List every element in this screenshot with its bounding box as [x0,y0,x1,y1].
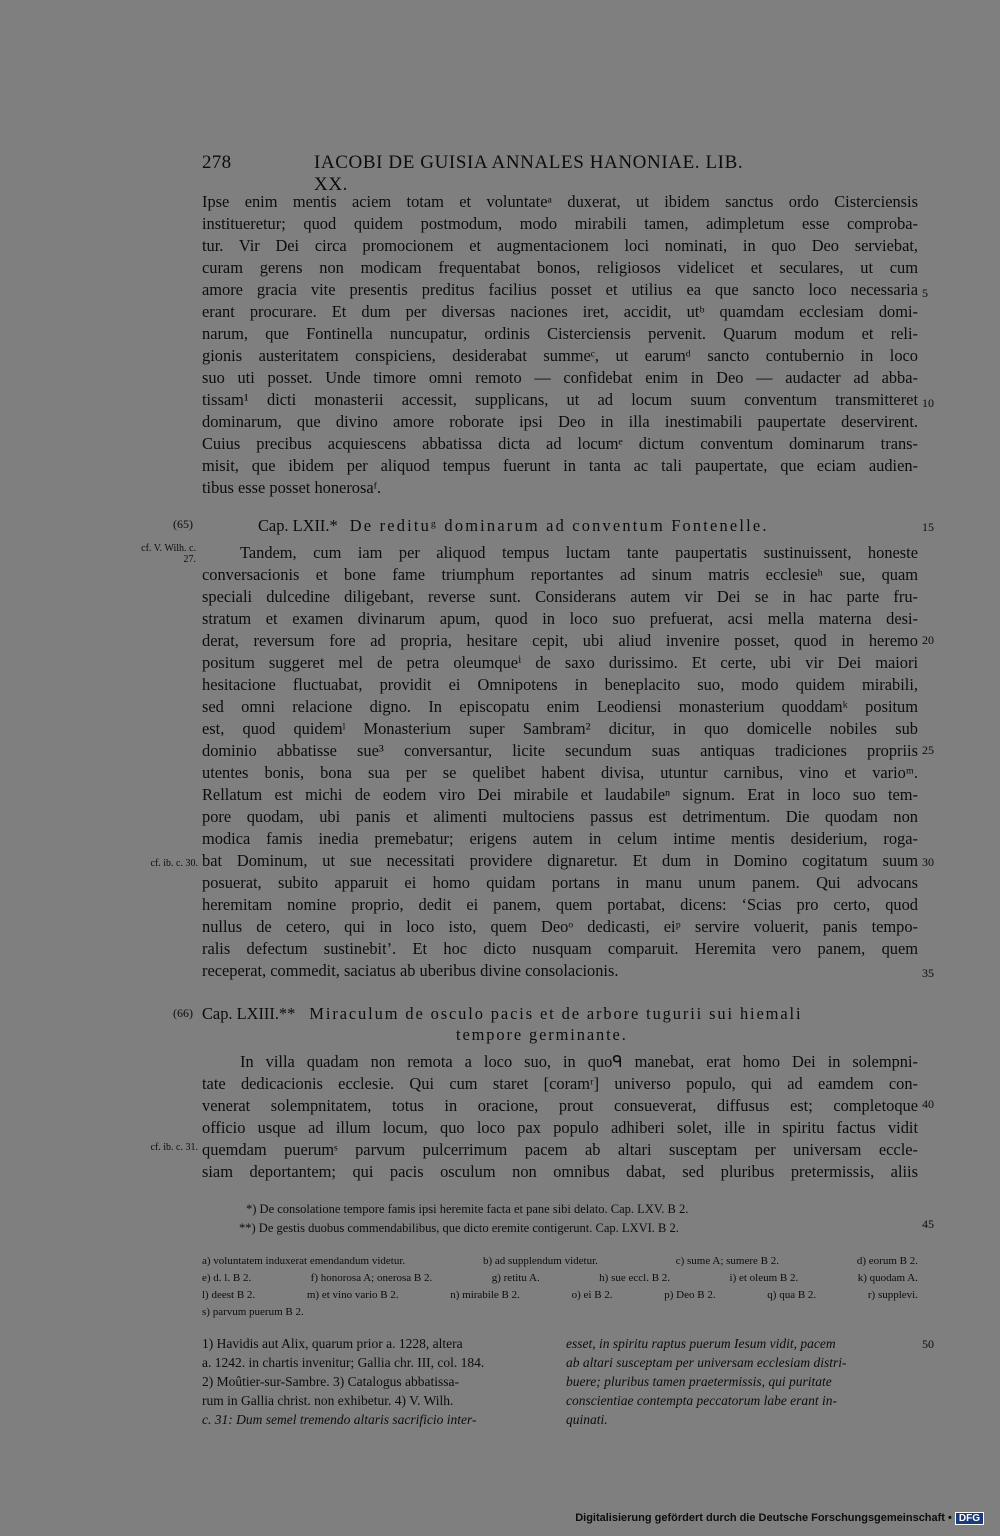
note-line: a. 1242. in chartis invenitur; Gallia chr. III, col. 184. [202,1355,485,1370]
variant-note: q) qua B 2. [767,1289,817,1301]
text-line: sed omni relacione digno. In episcopatu enim Leodiensi monasterium quoddamᵏ positum [202,697,918,716]
line-number: 15 [922,520,934,534]
variant-note: o) ei B 2. [571,1289,613,1301]
text-line: derat, reversum fore ad propria, hesitare cepit, ubi aliud invenire posset, quod in heremo [202,631,918,650]
text-line: utentes bonis, bona sua per se quelibet habent divisa, utuntur carnibus, vino et varioᵐ. [202,763,918,782]
chapter-heading [202,1004,802,1024]
margin-note: cf. ib. c. 31. [150,1142,198,1153]
text-line: conversacionis et bone fame triumphum reportantes ad sinum matris ecclesieʰ sue, quam [202,565,918,584]
line-number: 25 [922,743,934,757]
text-line: Tandem, cum iam per aliquod tempus luctam tante paupertatis sustinuissent, honeste [240,543,918,562]
variant-note: a) voluntatem induxerat emendandum videtur. [202,1255,406,1267]
dfg-logo-icon: DFG [955,1512,984,1525]
chapter-title: Miraculum de osculo pacis et de arbore tugurii sui hiemali [309,1004,803,1023]
text-line: heremitam nomine proprio, dedit ei panem, quem portabat, dicens: ‘Scias pro certo, quod [202,895,918,914]
text-line: amore gracia vite presentis preditus facilius posset et utilius ea que sancto loco necessaria [202,280,918,299]
note-line: rum in Gallia christ. non exhibetur. 4) V. Wilh. [202,1393,454,1408]
variant-note: h) sue eccl. B 2. [599,1272,671,1284]
variant-note: l) deest B 2. [202,1289,256,1301]
chapter-label: Cap. LXIII.** [202,1004,296,1023]
text-line: pore quodam, ubi panis et alimenti multociens passus est detrimentum. Die quodam non [202,807,918,826]
variant-note: b) ad supplendum videtur. [483,1255,598,1267]
credit-text: Digitalisierung gefördert durch die Deutsche Forschungsgemeinschaft • [575,1512,952,1524]
text-line: speciali dulcedine diligebant, reverse sunt. Considerans autem vir Dei se in hac parte fru- [202,587,918,606]
text-line: receperat, commedit, saciatus ab uberibus divine consolacionis. [202,961,619,980]
text-line: In villa quadam non remota a loco suo, in quoᑫ manebat, erat homo Dei in solempni- [240,1052,918,1071]
note-line: 1) Havidis aut Alix, quarum prior a. 1228, altera [202,1336,463,1351]
chapter-note: **) De gestis duobus commendabilibus, que dicto eremite contigerunt. Cap. LXVI. B 2. [239,1221,679,1235]
text-line: venerat solempnitatem, totus in oracione, prout consueverat, diffusus est; completoque [202,1096,918,1115]
text-line: narum, que Fontinella nuncupatur, ordinis Cisterciensis pervenit. Quarum modum et reli- [202,324,918,343]
text-line: misit, que ibidem per aliquod tempus fuerunt in tanta ac tali paupertate, que eciam audien- [202,456,918,475]
note-line: conscientiae contempta peccatorum labe erant in- [566,1393,838,1408]
text-line: institueretur; quod quidem postmodum, modo mirabili tamen, adimpletum esse comproba- [202,214,918,233]
text-line: Cuius precibus acquiescens abbatissa dicta ad locumᵉ dictum conventum dominarum trans- [202,434,918,453]
text-line: quemdam puerumˢ parvum pulcerrimum pacem ab altari susceptam per universam eccle- [202,1140,918,1159]
line-number: 45 [922,1217,934,1231]
note-line: esset, in spiritu raptus puerum Iesum vidit, pacem [566,1336,836,1351]
variant-note: n) mirabile B 2. [450,1289,520,1301]
note-line: quinati. [566,1412,608,1427]
text-line: dominarum, que divino amore roborate ipsi Deo in illa inestimabili paupertate deservirent. [202,412,918,431]
text-line: officio usque ad illum locum, quo loco pax populo adhiberi solet, ille in spiritu factus vidit [202,1118,918,1137]
variant-line [202,1304,304,1321]
text-line: modica famis inedia premebatur; erigens autem in celum intime mentis desiderium, roga- [202,829,918,848]
chapter-heading [258,516,769,536]
page-header [202,152,780,195]
variant-note: g) retitu A. [491,1272,540,1284]
text-line: Rellatum est michi de eodem viro Dei mirabile et laudabileⁿ signum. Erat in loco suo tem- [202,785,918,804]
variant-note: f) honorosa A; onerosa B 2. [310,1272,433,1284]
margin-note: cf. V. Wilh. c. 27. [141,543,196,565]
variant-note: c) sume A; sumere B 2. [675,1255,779,1267]
note-line: ab altari susceptam per universam ecclesiam distri- [566,1355,847,1370]
text-line: est, quod quidemˡ Monasterium super Sambram² dicitur, in quo domicelle nobiles sub [202,719,918,738]
text-line: erant procurare. Et dum per diversas naciones iret, accidit, utᵇ quamdam ecclesiam domi- [202,302,918,321]
line-number: 35 [922,966,934,980]
text-line: gionis austeritatem conspiciens, desiderabat summeᶜ, ut earumᵈ sancto contubernio in loco [202,346,918,365]
note-line: c. 31: Dum semel tremendo altaris sacrificio inter- [202,1412,477,1427]
variant-note: e) d. l. B 2. [202,1272,252,1284]
chapter-title: De redituᵍ dominarum ad conventum Fontenelle. [349,516,769,535]
text-line: Ipse enim mentis aciem totam et voluntateᵃ duxerat, ut ibidem sanctus ordo Cisterciensis [202,192,918,211]
text-line: hesitacione fluctuabat, providit ei Omnipotens in beneplacito suo, modo quidem mirabili, [202,675,918,694]
text-line: nullus de cetero, qui in loco isto, quem Deoᵒ dedicasti, eiᵖ servire voluerit, panis tempo- [202,917,918,936]
text-line: tate dedicacionis ecclesie. Qui cum staret [coramʳ] universo populo, qui ad eamdem con- [202,1074,918,1093]
note-line: buere; pluribus tamen praetermissis, qui puritate [566,1374,832,1389]
note-line: 2) Moûtier-sur-Sambre. 3) Catalogus abbatissa- [202,1374,460,1389]
variant-note: i) et oleum B 2. [729,1272,799,1284]
chapter-marker: (65) [173,517,193,531]
line-number: 50 [922,1337,934,1351]
variant-note: p) Deo B 2. [664,1289,716,1301]
variant-note: k) quodam A. [857,1272,918,1284]
running-title: IACOBI DE GUISIA ANNALES HANONIAE. LIB. XX. [314,152,744,195]
variant-note: d) eorum B 2. [856,1255,918,1267]
chapter-marker: (66) [173,1006,193,1020]
text-line: stratum et examen divinarum apum, quod in loco suo prefuerat, acsi mella materna desi- [202,609,918,628]
text-line: curam gerens non modicam frequentabat bonos, religiosos videlicet et seculares, ut cum [202,258,918,277]
text-line: positum suggeret mel de petra oleumqueⁱ de saxo durissimo. Et certe, ubi vir Dei maiori [202,653,918,672]
line-number: 40 [922,1097,934,1111]
chapter-title-continued: tempore germinante. [456,1025,628,1044]
variant-note: m) et vino vario B 2. [306,1289,399,1301]
text-line: suo uti posset. Unde timore omni remoto — confidebat enim in Deo — audacter ad abba- [202,368,918,387]
text-line: tibus esse posset honerosaᶠ. [202,478,382,497]
text-line: posuerat, subito apparuit ei homo quidam portans in manu unum panem. Qui advocans [202,873,918,892]
variant-line [202,1270,918,1287]
text-line: bat Dominum, ut sue necessitati providere dignaretur. Et dum in Domino cogitatum suum [202,851,918,870]
text-line: ralis defectum sustinebit’. Et hoc dicto nusquam comparuit. Heremita vero panem, quem [202,939,918,958]
text-line: tur. Vir Dei circa promocionem et augmentacionem loci nominati, in quo Deo serviebat, [202,236,918,255]
line-number: 5 [922,286,928,300]
line-number: 10 [922,396,934,410]
text-line: dominio abbatisse sue³ conversantur, licite secundum suas antiquas tradiciones propriis [202,741,918,760]
margin-note: cf. ib. c. 30. [150,858,198,869]
chapter-note: *) De consolatione tempore famis ipsi heremite facta et pane sibi delato. Cap. LXV. B 2. [246,1202,689,1216]
text-line: siam deportantem; qui pacis osculum non omnibus dabat, sed pluribus pretermissis, aliis [202,1162,918,1181]
line-number: 20 [922,633,934,647]
variant-note: s) parvum puerum B 2. [202,1306,304,1318]
page-number: 278 [202,152,232,173]
variant-note: r) supplevi. [867,1289,918,1301]
variant-line [202,1253,918,1270]
line-number: 30 [922,855,934,869]
variant-line [202,1287,918,1304]
text-line: tissam¹ dicti monasterii accessit, supplicans, ut ad locum suum conventum transmitteret [202,390,918,409]
chapter-label: Cap. LXII.* [258,516,338,535]
digitization-credit [575,1512,984,1525]
